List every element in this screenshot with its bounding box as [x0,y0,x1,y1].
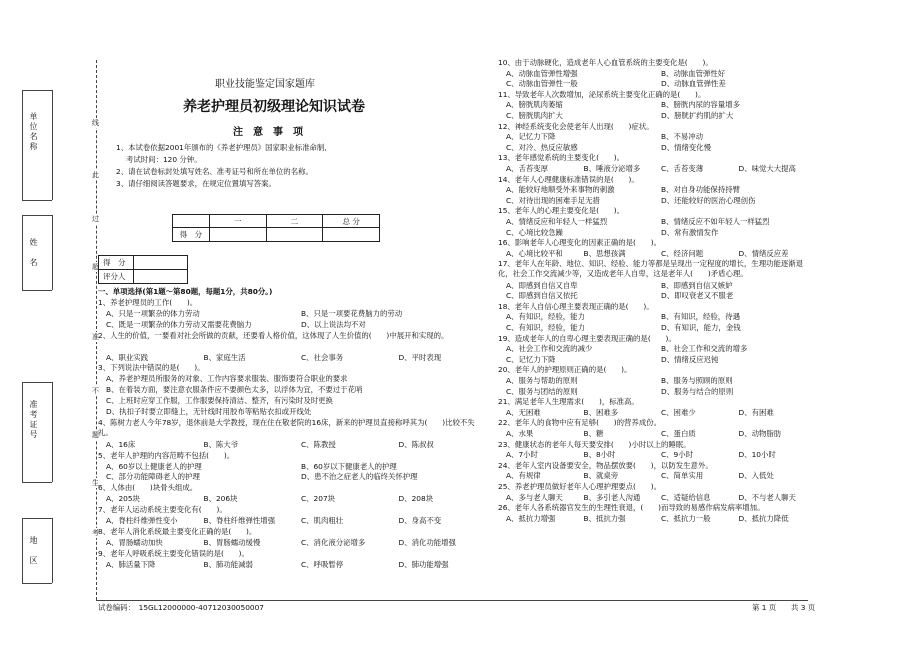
question-stem: 8、老年人消化系统最主要变化正确的是( )。 [98,526,257,536]
question-stem: 21、满足老年人生理需求( )，标准高。 [498,397,639,407]
grader-name-label: 评分人 [99,270,134,284]
answer-option: D、情绪反应迟钝 [661,354,719,364]
grader-name-cell [134,270,188,284]
answer-option: D、即叹衰老又不服老 [661,291,734,301]
answer-option: B、抵抗力强 [583,513,626,523]
score-cell [323,228,380,242]
answer-option: B、8小时 [583,450,616,460]
answer-option: B、唾液分泌增多 [583,164,641,173]
answer-option: C、社会事务 [301,352,344,362]
answer-option: B、肺功能减弱 [203,559,253,569]
answer-option: C、适疑给信息 [661,492,711,502]
answer-option: C、消化液分泌增多 [301,537,366,547]
answer-option: C、207块 [301,494,336,504]
answer-option: B、对自身功能保持持臂 [661,185,740,195]
score-cell [209,228,266,242]
answer-option: B、脊柱纤维弹性增强 [203,516,276,525]
answer-option: A、情绪反应和年轻人一样猛烈 [506,217,608,226]
exam-id-label: 准考证号 [29,400,38,440]
answer-option: A、动脉血管弹性增强 [506,68,578,78]
answer-option: C、舌苔变薄 [661,164,704,173]
answer-option: B、即感到自信又嫉妒 [661,280,733,290]
answer-option: A、服务与帮助的原则 [506,376,578,385]
question-stem: 17、老年人在年龄、地位、知识、经验、能力等都是呈现出一定程度的增长，生理功能逐渐退化，社会工作交流减少等，又造成老年人自卑，这是老年人( )矛盾心理。 [498,259,804,279]
name-label: 姓 名 [29,238,38,268]
answer-option: C、对冷、热反应敏感 [506,142,578,152]
answer-option: C、服务与团结的原则 [506,386,578,396]
score-header-part2: 二 [266,215,323,228]
answer-option: C、既是一项繁杂的体力劳动又需要花费脑力 [106,319,252,329]
answer-option: B、206块 [203,494,238,504]
region-label: 地 区 [29,536,38,566]
answer-option: C、对待出现的困难手足无措 [506,195,600,205]
score-header-blank [173,215,210,228]
answer-option: C、膀胱肌肉扩大 [506,111,563,120]
answer-option: A、肺活量下降 [106,559,156,569]
question-stem: 24、老年人室内设备要安全，物品摆放要( )，以防发生意外。 [498,460,713,470]
answer-option: A、社会工作和交流的减少 [506,344,593,354]
answer-option: D、常有激情发作 [661,227,719,237]
answer-option: C、陈教授 [301,439,336,449]
answer-option: D、消化功能增强 [398,537,456,547]
answer-option: C、部分功能障碍老人的护理 [106,472,200,482]
grader-table [98,255,188,284]
answer-option: B、社会工作和交流的增多 [661,344,748,354]
answer-option: C、有知识，经验，能力 [506,323,586,332]
cut-char: 过 [92,215,99,223]
paper-code: 试卷编码： 15GL12000000-40712030050007 [98,603,265,612]
answer-option: A、膀胱肌肉萎缩 [506,100,563,110]
score-row-label: 得 分 [173,228,210,242]
answer-option: C、简单实用 [661,471,704,481]
answer-option: A、舌苔变厚 [506,164,549,173]
answer-option: B、60岁以下健康老人的护理 [301,461,397,471]
notice-1b: 考试时间：120 分钟。 [126,155,202,164]
answer-option: C、心境比较急躁 [506,227,563,237]
question-stem: 1、养老护理员的工作( )。 [98,298,198,307]
cut-char: 超 [92,263,99,271]
answer-option: C、经济问题 [661,248,704,258]
question-stem: 4、陈树力老人今年78岁，退休前是大学教授，现在住在敬老院的16床，新来的护理员直接称呼其为( )比较不失礼。 [98,417,475,437]
answer-option: D、味觉大大提高 [738,164,796,173]
answer-option: D、208块 [398,494,434,504]
answer-option: D、还能较好的医治心理创伤 [661,195,756,205]
answer-option: B、就桌旁 [583,471,619,481]
cut-char: 生 [92,479,99,487]
question-stem: 13、老年感觉系统的主要变化( )。 [498,153,625,163]
answer-option: D、动脉血管弹性差 [661,79,726,89]
answer-option: C、抵抗力一般 [661,513,711,523]
cut-char: 此 [92,171,99,179]
cut-char: 线 [92,119,99,127]
answer-option: A、心境比较平和 [506,248,563,258]
question-stem: 14、老年人心理健康标准错误的是( )。 [498,174,639,184]
footer-rule [96,600,808,601]
answer-option: B、有知识，经验，待遇 [661,312,740,322]
answer-option: D、不与老人聊天 [738,492,796,502]
question-stem: 11、导致老年人次数增加，泌尿系统主要变化正确的是( )。 [498,89,706,99]
question-stem: 3、下列说法中错误的是( )。 [98,363,205,373]
question-stem: 23、健康状态的老年人每天要安排( )小时以上的睡眠。 [498,439,691,449]
answer-option: B、困难多 [583,407,619,417]
answer-option: A、有知识，经验，能力 [506,312,585,322]
answer-option: B、思想孩满 [583,248,626,258]
answer-option: A、脊柱纤维弹性变小 [106,516,178,525]
answer-option: D、入低处 [738,471,774,481]
score-header-part1: 一 [209,215,266,228]
question-stem: 22、老年人的食物中应有足够( )的营养成份。 [498,418,661,428]
answer-option: D、10小时 [738,450,776,460]
notice-2: 2、请在试卷标封处填写姓名、准考证号和所在单位的名称。 [116,167,313,176]
grader-score-cell [134,256,188,270]
answer-option: D、情绪反应差 [738,248,789,258]
answer-option: B、胃肠蠕动缓慢 [203,537,261,547]
answer-option: B、动脉血管弹性好 [661,68,726,78]
answer-option: D、平时表现 [398,352,442,362]
question-stem: 20、老年人的护理原则正确的是( )。 [498,365,632,375]
answer-option: C、呼吸暂停 [301,559,344,569]
answer-option: C、困难少 [661,407,696,417]
answer-option: A、即感到自信又自卑 [506,280,578,290]
answer-option: D、患不治之症老人的临终关怀护理 [301,472,418,482]
question-stem: 2、人生的价值，一要看对社会所做的贡献，还要看人格价值，这体现了人生价值的( )中展开和实现的。 [98,330,449,340]
answer-option: A、记忆力下降 [506,132,556,142]
answer-option: C、9小时 [661,450,694,460]
answer-option: A、水果 [506,429,534,438]
notice-3: 3、请仔细阅读答题要求，在规定位置填写答案。 [116,179,276,188]
question-stem: 6、人体由( )块骨头组成。 [98,483,198,493]
question-stem: 9、老年人呼吸系统主要变化错误的是( )。 [98,548,249,558]
answer-option: D、以上说法均不对 [301,319,366,329]
answer-option: C、蛋白质 [661,429,696,438]
answer-option: C、即感到自信又依托 [506,291,578,301]
answer-option: D、有困难 [738,407,774,417]
question-stem: 5、老年人护理的内容范畴不包括( )。 [98,450,235,460]
answer-option: B、膀胱内尿的容量增多 [661,100,740,110]
answer-option: A、只是一项繁杂的体力劳动 [106,308,200,318]
answer-option: B、陈大爷 [203,439,239,449]
score-table [172,214,380,242]
answer-option: D、有知识，能力，金钱 [661,323,741,332]
cut-char: 准 [92,333,99,341]
answer-option: B、只是一项要花费脑力的劳动 [301,308,403,318]
question-stem: 10、由于动脉硬化，造成老年人心血管系统的主要变化是( )。 [498,58,713,67]
exam-bank-subtitle: 职业技能鉴定国家题库 [215,79,315,90]
question-stem: 15、老年人的心理主要变化是( )。 [498,206,625,216]
answer-option: A、7小时 [506,450,538,460]
answer-option: C、动脉血管弹性一般 [506,79,578,89]
score-cell [266,228,323,242]
section-heading: 一、单项选择(第1题～第80题，每题1分，共80分。) [98,287,273,296]
answer-option: B、糖 [583,429,604,438]
question-stem: 16、影响老年人心理变化的因素正确的是( )。 [498,238,661,248]
answer-option: A、职业实践 [106,352,149,362]
score-header-total: 总 分 [323,215,380,228]
answer-option: A、有规律 [506,471,541,481]
question-stem: 19、造成老年人的自卑心理主要表现正确的是( )。 [498,333,676,343]
exam-title: 养老护理员初级理论知识试卷 [183,99,365,115]
answer-option: A、养老护理员所服务的对象、工作内容要求服装、服饰要符合职业的要求 [106,374,348,384]
answer-option: D、膀胱扩约肌的扩大 [661,111,734,120]
answer-option: B、家庭生活 [203,352,246,362]
answer-option: B、多引老人沟通 [583,492,641,502]
answer-option: D、肺功能增强 [398,559,449,569]
answer-option: B、情绪反应不如年轻人一样猛烈 [661,217,770,226]
answer-option: A、205块 [106,494,140,504]
answer-option: A、能较好地顺受外来事物的刺激 [506,185,615,195]
answer-option: D、身高不变 [398,516,442,525]
answer-option: D、陈叔叔 [398,439,434,449]
answer-option: C、记忆力下降 [506,354,556,364]
answer-option: A、16床 [106,439,136,449]
answer-option: D、动物脂肪 [738,429,782,438]
answer-option: B、不易冲动 [661,132,704,142]
cut-char: 不 [92,387,99,395]
answer-option: B、服务与照顾的原则 [661,376,733,385]
answer-option: A、胃肠蠕动加快 [106,537,163,547]
page-number: 第 1 页 共 3 页 [752,603,816,612]
question-stem: 18、老年人自信心理主要表现正确的是( )。 [498,301,654,311]
cut-char: 题 [92,431,99,439]
answer-option: D、情绪变化慢 [661,142,712,152]
question-stem: 12、神经系统变化会使老年人出现( )症状。 [498,121,654,131]
cut-char: 考 [92,529,99,537]
notice-1: 1、本试卷依据2001年颁布的《养老护理员》国家职业标准命制, [116,143,327,152]
cut-line [96,60,97,600]
question-stem: 26、老年人各系统器官发生的生理性衰退，( )而导致的易感作病发病率增加。 [498,503,765,513]
answer-option: A、抵抗力增强 [506,513,556,523]
answer-option: A、多与老人聊天 [506,492,563,502]
answer-option: A、60岁以上健康老人的护理 [106,461,202,471]
unit-name-label: 单位名称 [29,112,38,152]
answer-option: D、抵抗力降低 [738,513,789,523]
answer-option: D、执扣子时要立即缝上，无针线时用胶布等粘贴衣扣或开线处 [106,407,312,416]
grader-score-label: 得 分 [99,256,134,270]
answer-option: D、服务与结合的原则 [661,386,734,396]
notice-heading: 注 意 事 项 [233,127,303,138]
answer-option: C、上班时应穿工作服，工作服要保持清洁、整齐，有污染时及时更换 [106,396,333,406]
question-stem: 25、养老护理员做好老年人心理护理要点( )。 [498,482,661,491]
answer-option: C、肌肉粗壮 [301,516,344,525]
question-stem: 7、老年人运动系统主要变化有( )。 [98,505,227,515]
answer-option: B、在着装方面，要注意衣服条件应不要颜色太多，以浮体为宜，不要过于花哨 [106,385,363,395]
answer-option: A、无困难 [506,407,541,417]
